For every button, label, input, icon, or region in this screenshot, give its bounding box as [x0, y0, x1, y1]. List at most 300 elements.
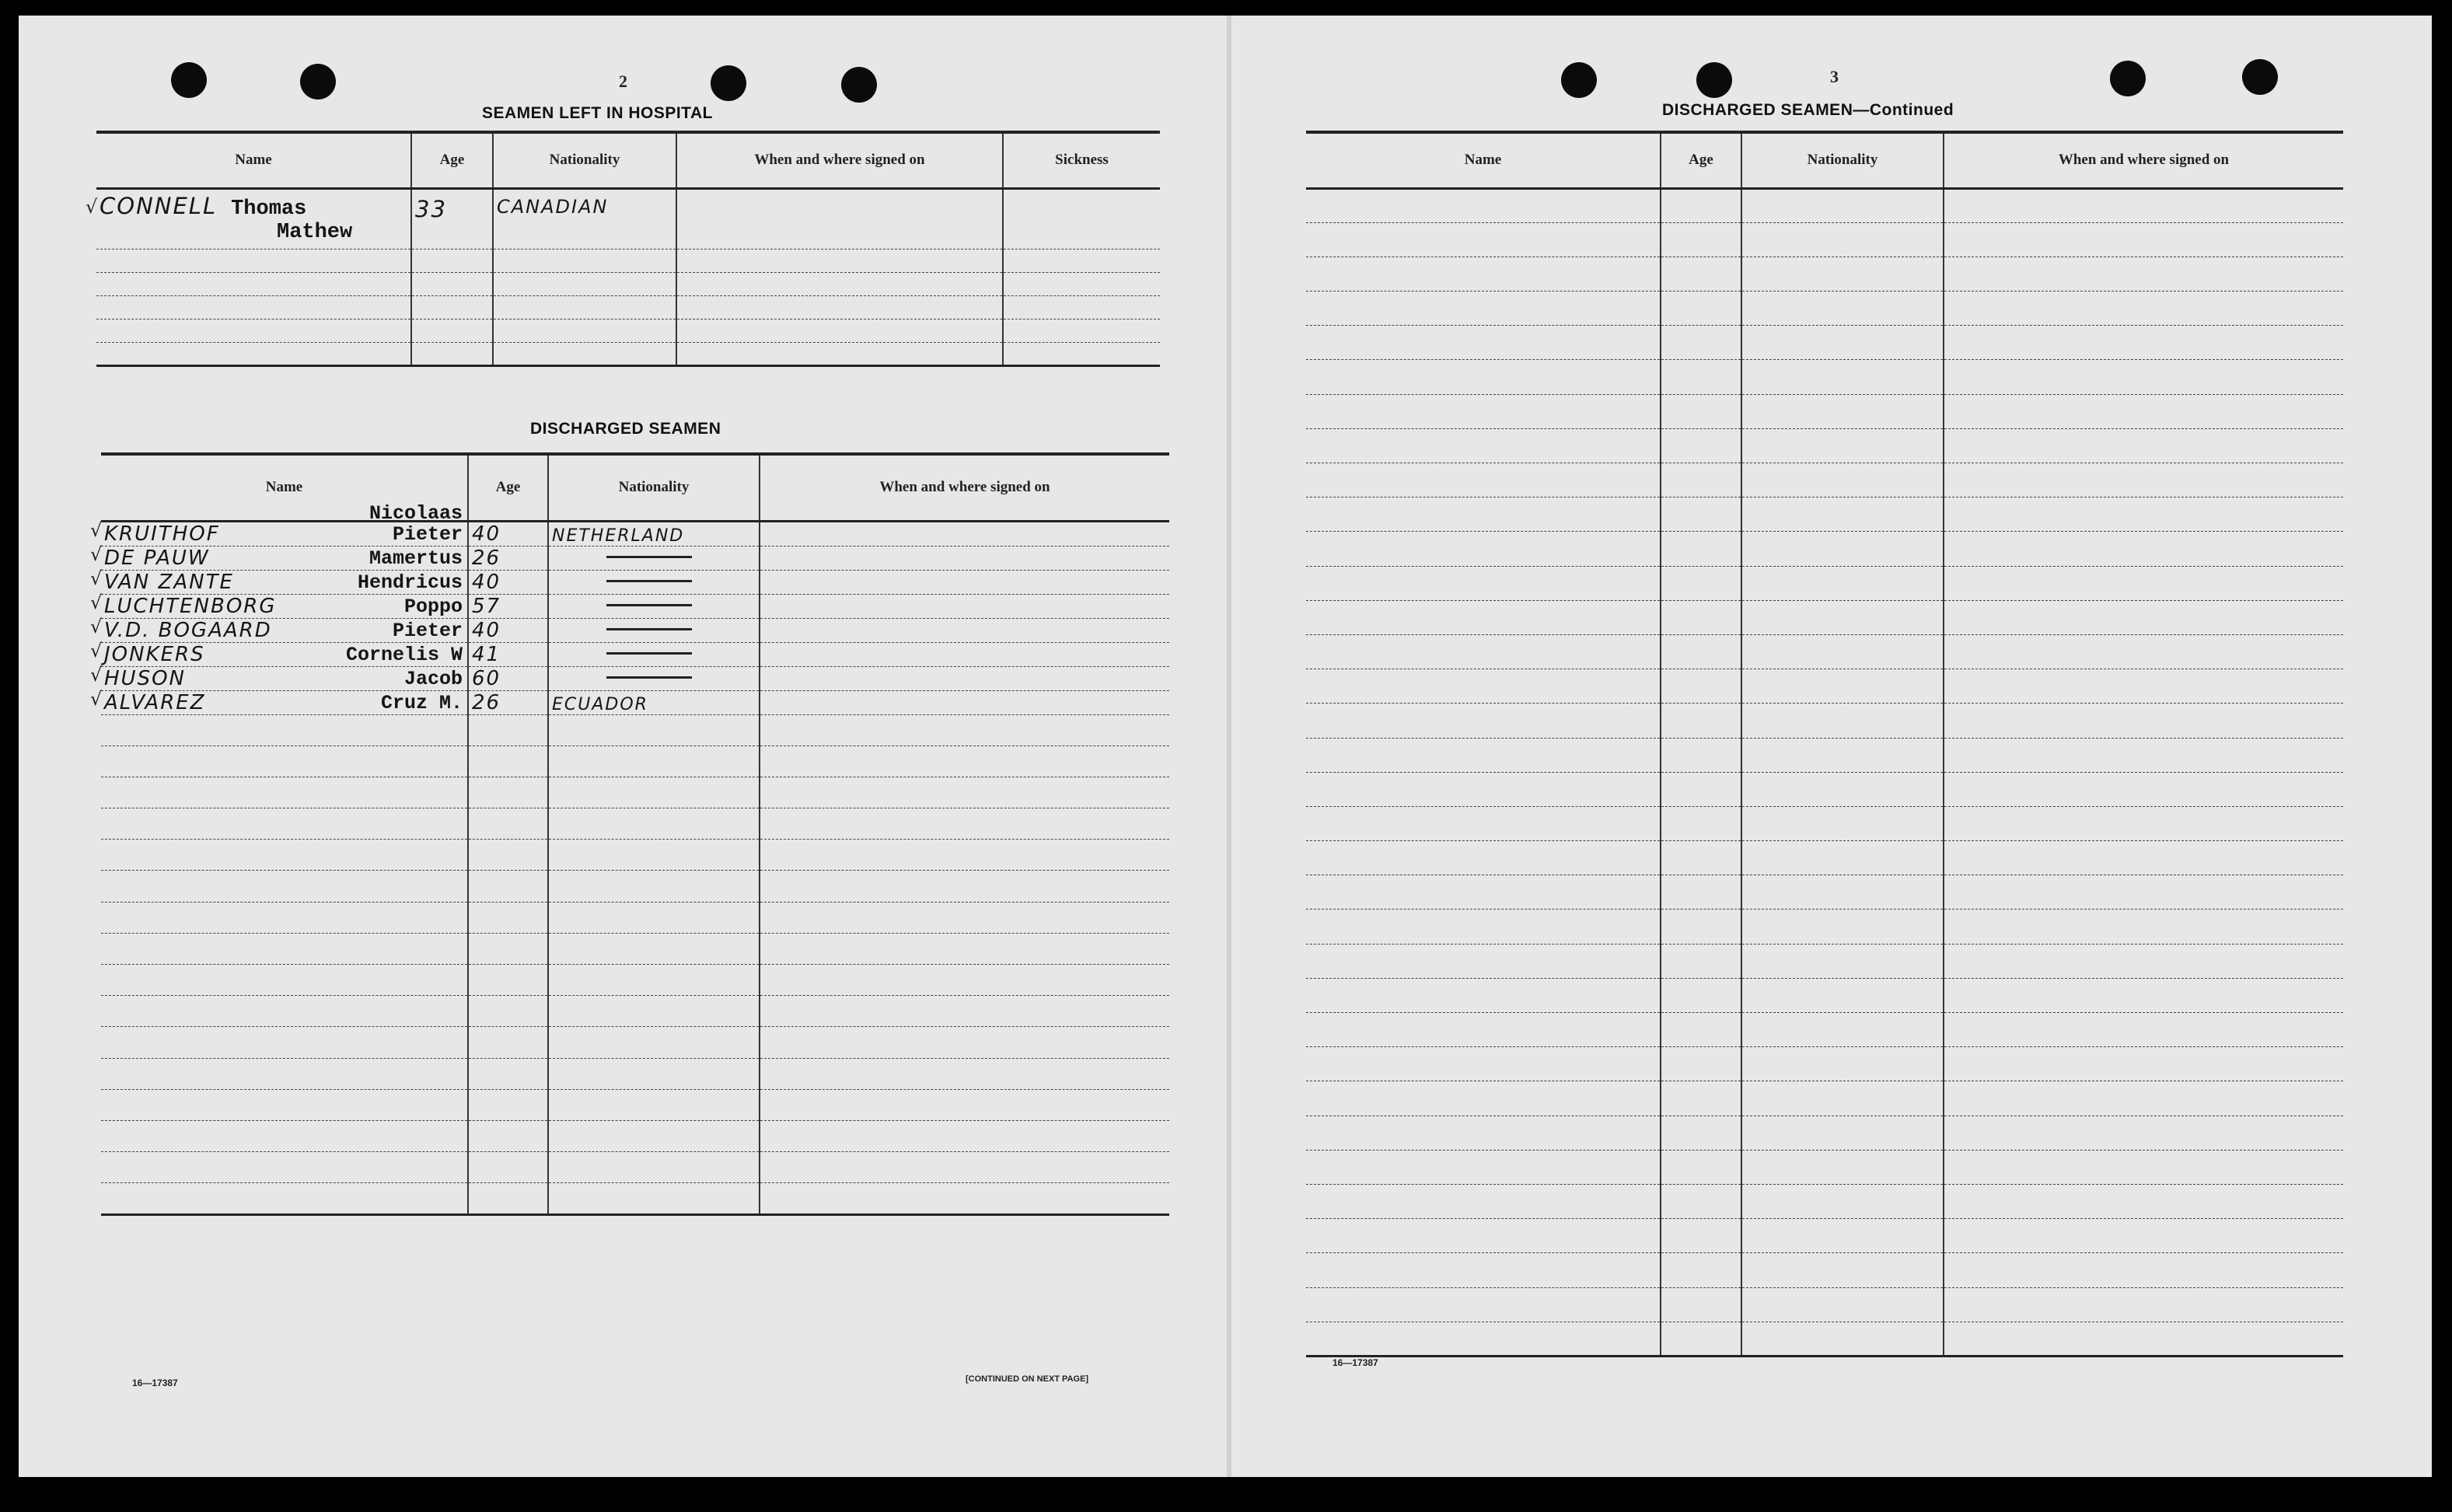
- table-row: [1306, 566, 2343, 600]
- surname: KRUITHOF: [104, 522, 220, 546]
- table-cell: [1741, 498, 1944, 532]
- table-cell: [1741, 978, 1944, 1012]
- table-cell: [760, 521, 1169, 546]
- table-row: [1306, 292, 2343, 326]
- given-name: Jacob: [403, 667, 463, 690]
- age: 26: [472, 690, 501, 714]
- check-mark: √: [90, 567, 103, 589]
- table-row: [101, 666, 1169, 690]
- table-cell: [1741, 257, 1944, 291]
- table-cell: [548, 746, 760, 777]
- table-cell: [90, 615, 468, 642]
- table-cell: [760, 871, 1169, 902]
- table-row: [1306, 1150, 2343, 1184]
- table-cell: [101, 746, 468, 777]
- table-cell: [101, 1089, 468, 1120]
- table-cell: [1003, 342, 1160, 365]
- table-cell: [1741, 841, 1944, 875]
- table-row: [1306, 704, 2343, 738]
- table-cell: [1944, 1184, 2343, 1218]
- table-cell: [760, 618, 1169, 642]
- table-cell: [1741, 1116, 1944, 1150]
- table-cell: [1944, 360, 2343, 394]
- table-cell: [1661, 1287, 1741, 1322]
- table-cell: [1306, 1013, 1661, 1047]
- table-cell: [548, 521, 760, 546]
- table-cell: [468, 871, 548, 902]
- table-row: [1306, 772, 2343, 806]
- ditto-mark: [606, 628, 692, 630]
- table-cell: [1661, 910, 1741, 944]
- table-cell: [101, 1183, 468, 1214]
- table-cell: [1661, 222, 1741, 257]
- table-cell: [1661, 463, 1741, 498]
- table-cell: [1944, 600, 2343, 634]
- table-cell: [493, 342, 676, 365]
- table-row: [1306, 669, 2343, 704]
- table-row: [96, 272, 1160, 295]
- table-cell: [90, 591, 468, 618]
- table-cell: [676, 188, 1003, 249]
- form-number: 16—17387: [1333, 1357, 1378, 1368]
- table-cell: [1741, 188, 1944, 222]
- hospital-section-title: SEAMEN LEFT IN HOSPITAL: [482, 104, 713, 122]
- table-row: [1306, 428, 2343, 463]
- table-cell: [1306, 360, 1661, 394]
- table-row: [1306, 875, 2343, 910]
- punch-hole: [1561, 62, 1597, 98]
- surname: HUSON: [104, 666, 186, 690]
- table-cell: [760, 666, 1169, 690]
- table-cell: [1661, 498, 1741, 532]
- table-cell: [1944, 1253, 2343, 1287]
- table-cell: [1944, 704, 2343, 738]
- table-cell: [101, 933, 468, 964]
- table-cell: [1944, 910, 2343, 944]
- table-cell: [1306, 600, 1661, 634]
- table-cell: [1661, 360, 1741, 394]
- table-cell: [1306, 772, 1661, 806]
- surname: CONNELL: [100, 192, 218, 219]
- table-cell: [1661, 1219, 1741, 1253]
- age: 60: [472, 666, 501, 690]
- table-cell: [468, 808, 548, 840]
- given-name-2: Mathew: [277, 220, 353, 244]
- given-name: Mamertus: [368, 546, 463, 570]
- table-cell: [1944, 669, 2343, 704]
- table-row: [1306, 600, 2343, 634]
- column-header: Sickness: [1003, 132, 1160, 188]
- table-cell: [468, 570, 548, 594]
- given-name-top: Nicolaas: [368, 501, 463, 525]
- table-cell: [1661, 1047, 1741, 1081]
- table-cell: [760, 1058, 1169, 1089]
- table-cell: [1741, 1184, 1944, 1218]
- punch-hole: [2242, 59, 2278, 95]
- table-row: [1306, 1081, 2343, 1116]
- column-header: Name: [96, 132, 411, 188]
- table-cell: [468, 1120, 548, 1151]
- table-cell: [1741, 1287, 1944, 1322]
- column-header: When and where signed on: [676, 132, 1003, 188]
- age: 40: [472, 570, 501, 594]
- table-cell: [548, 1027, 760, 1058]
- table-cell: [760, 808, 1169, 840]
- table-cell: [101, 1027, 468, 1058]
- table-cell: [760, 1183, 1169, 1214]
- right-page: [1231, 16, 2432, 1477]
- table-cell: [1661, 634, 1741, 669]
- table-cell: [90, 501, 468, 546]
- column-header: When and where signed on: [760, 454, 1169, 521]
- table-row: [101, 996, 1169, 1027]
- table-cell: [676, 272, 1003, 295]
- table-cell: [1661, 1081, 1741, 1116]
- table-cell: [1661, 532, 1741, 566]
- table-cell: [1944, 1013, 2343, 1047]
- table-cell: [468, 840, 548, 871]
- table-cell: [760, 1152, 1169, 1183]
- table-cell: [101, 777, 468, 808]
- table-row: [1306, 806, 2343, 840]
- table-cell: [1306, 704, 1661, 738]
- table-cell: [1306, 498, 1661, 532]
- discharged-section-title: DISCHARGED SEAMEN: [530, 420, 721, 438]
- table-cell: [1944, 738, 2343, 772]
- table-row: [1306, 326, 2343, 360]
- check-mark: √: [90, 663, 103, 686]
- table-row: [101, 618, 1169, 642]
- surname: V.D. BOGAARD: [104, 618, 272, 642]
- table-cell: [1741, 1047, 1944, 1081]
- table-cell: [1944, 532, 2343, 566]
- table-cell: [1741, 1322, 1944, 1356]
- table-row: [101, 808, 1169, 840]
- table-cell: [1944, 634, 2343, 669]
- table-row: [101, 594, 1169, 618]
- table-row: [1306, 1013, 2343, 1047]
- table-cell: [548, 1152, 760, 1183]
- table-cell: [1003, 249, 1160, 272]
- table-row: [1306, 841, 2343, 875]
- table-row: [96, 342, 1160, 365]
- table-cell: [548, 871, 760, 902]
- table-cell: [548, 546, 760, 570]
- table-row: [96, 188, 1160, 249]
- table-cell: [90, 663, 468, 690]
- column-header: Nationality: [548, 454, 760, 521]
- table-row: [1306, 1322, 2343, 1356]
- table-cell: [1661, 428, 1741, 463]
- table-cell: [548, 902, 760, 933]
- table-cell: [1944, 1081, 2343, 1116]
- nationality: ECUADOR: [552, 694, 648, 714]
- age: 40: [472, 618, 501, 642]
- ditto-mark: [606, 676, 692, 679]
- table-cell: [468, 1089, 548, 1120]
- table-cell: [468, 690, 548, 714]
- table-cell: [1661, 669, 1741, 704]
- check-mark: √: [90, 519, 103, 541]
- surname: ALVAREZ: [104, 690, 206, 714]
- table-cell: [1944, 1287, 2343, 1322]
- table-cell: [1741, 806, 1944, 840]
- punch-hole: [841, 67, 877, 103]
- table-cell: [1661, 1184, 1741, 1218]
- table-row: [101, 746, 1169, 777]
- table-cell: [548, 1089, 760, 1120]
- table-cell: [1944, 292, 2343, 326]
- ditto-mark: [606, 580, 692, 582]
- table-cell: [676, 249, 1003, 272]
- table-cell: [1661, 875, 1741, 910]
- table-row: [1306, 1184, 2343, 1218]
- table-cell: [548, 996, 760, 1027]
- table-cell: [468, 642, 548, 666]
- table-cell: [493, 188, 676, 249]
- table-cell: [548, 1183, 760, 1214]
- table-cell: [493, 319, 676, 342]
- table-cell: [96, 342, 411, 365]
- surname: DE PAUW: [104, 546, 210, 570]
- table-cell: [1661, 292, 1741, 326]
- table-cell: [1306, 1287, 1661, 1322]
- table-row: [101, 714, 1169, 746]
- age: 41: [472, 642, 501, 666]
- table-cell: [1741, 1013, 1944, 1047]
- table-cell: [411, 342, 493, 365]
- table-cell: [1306, 566, 1661, 600]
- table-cell: [1306, 669, 1661, 704]
- table-cell: [1944, 394, 2343, 428]
- table-cell: [1741, 1150, 1944, 1184]
- table-row: [101, 777, 1169, 808]
- table-cell: [90, 543, 468, 570]
- table-cell: [1741, 910, 1944, 944]
- table-cell: [760, 690, 1169, 714]
- table-cell: [1306, 1184, 1661, 1218]
- table-cell: [1661, 944, 1741, 978]
- table-cell: [1944, 978, 2343, 1012]
- punch-hole: [711, 65, 746, 101]
- table-cell: [1306, 1219, 1661, 1253]
- table-cell: [760, 1120, 1169, 1151]
- table-cell: [1661, 978, 1741, 1012]
- table-cell: [1306, 188, 1661, 222]
- table-cell: [101, 902, 468, 933]
- table-cell: [1944, 1150, 2343, 1184]
- table-cell: [468, 618, 548, 642]
- table-row: [101, 902, 1169, 933]
- punch-hole: [1696, 62, 1732, 98]
- table-cell: [1944, 1322, 2343, 1356]
- table-row: [101, 570, 1169, 594]
- table-cell: [1306, 1150, 1661, 1184]
- table-row: [96, 249, 1160, 272]
- table-cell: [1741, 944, 1944, 978]
- given-name: Thomas: [231, 197, 307, 221]
- table-cell: [468, 965, 548, 996]
- age: 33: [415, 195, 447, 222]
- table-cell: [1741, 634, 1944, 669]
- table-cell: [1741, 222, 1944, 257]
- table-cell: [1661, 566, 1741, 600]
- table-cell: [1661, 841, 1741, 875]
- column-header: Age: [1661, 132, 1741, 188]
- table-cell: [676, 342, 1003, 365]
- table-cell: [760, 840, 1169, 871]
- table-cell: [1944, 806, 2343, 840]
- table-cell: [760, 642, 1169, 666]
- age: 26: [472, 546, 501, 570]
- table-cell: [1741, 532, 1944, 566]
- check-mark: √: [90, 639, 103, 662]
- table-cell: [1661, 1150, 1741, 1184]
- table-cell: [1661, 806, 1741, 840]
- column-header: Nationality: [493, 132, 676, 188]
- table-row: [1306, 1047, 2343, 1081]
- table-cell: [1944, 1047, 2343, 1081]
- table-row: [101, 965, 1169, 996]
- table-row: [1306, 222, 2343, 257]
- column-header: Name: [1306, 132, 1661, 188]
- table-row: [101, 1120, 1169, 1151]
- page-number: 2: [619, 72, 627, 91]
- table-cell: [548, 714, 760, 746]
- table-cell: [1661, 326, 1741, 360]
- continued-note: [CONTINUED ON NEXT PAGE]: [966, 1374, 1089, 1384]
- table-cell: [1306, 428, 1661, 463]
- table-cell: [1661, 394, 1741, 428]
- table-cell: [548, 666, 760, 690]
- ditto-mark: [606, 556, 692, 558]
- table-cell: [548, 594, 760, 618]
- table-cell: [1741, 600, 1944, 634]
- ditto-mark: [606, 604, 692, 606]
- table-row: [1306, 1116, 2343, 1150]
- table-cell: [90, 687, 468, 714]
- table-row: [1306, 1253, 2343, 1287]
- table-cell: [468, 1183, 548, 1214]
- nationality: NETHERLAND: [552, 526, 685, 546]
- table-cell: [1944, 566, 2343, 600]
- table-cell: [1003, 295, 1160, 319]
- table-cell: [1661, 257, 1741, 291]
- table-cell: [1944, 326, 2343, 360]
- check-mark: √: [90, 615, 103, 637]
- table-cell: [468, 746, 548, 777]
- table-cell: [411, 272, 493, 295]
- table-cell: [760, 902, 1169, 933]
- table-cell: [1741, 428, 1944, 463]
- check-mark: √: [90, 687, 103, 710]
- table-row: [1306, 360, 2343, 394]
- table-cell: [1306, 292, 1661, 326]
- table-cell: [548, 965, 760, 996]
- discharged-table: [90, 452, 1169, 1216]
- table-cell: [548, 618, 760, 642]
- table-cell: [1944, 875, 2343, 910]
- table-cell: [1944, 257, 2343, 291]
- table-row: [101, 521, 1169, 546]
- table-cell: [548, 777, 760, 808]
- table-cell: [1306, 634, 1661, 669]
- check-mark: √: [86, 195, 98, 218]
- table-cell: [760, 570, 1169, 594]
- table-cell: [468, 521, 548, 546]
- table-cell: [760, 996, 1169, 1027]
- table-cell: [96, 249, 411, 272]
- table-row: [1306, 463, 2343, 498]
- table-row: [101, 1027, 1169, 1058]
- table-cell: [1306, 222, 1661, 257]
- table-row: [101, 1183, 1169, 1214]
- table-cell: [760, 933, 1169, 964]
- table-row: [1306, 498, 2343, 532]
- table-cell: [468, 933, 548, 964]
- column-header: Name: [101, 454, 468, 521]
- table-cell: [1306, 326, 1661, 360]
- punch-hole: [2110, 61, 2146, 96]
- table-cell: [1741, 1219, 1944, 1253]
- table-cell: [468, 996, 548, 1027]
- table-cell: [1306, 463, 1661, 498]
- table-cell: [101, 808, 468, 840]
- table-cell: [1306, 806, 1661, 840]
- table-cell: [468, 1152, 548, 1183]
- table-cell: [1741, 772, 1944, 806]
- table-cell: [411, 319, 493, 342]
- table-cell: [1306, 944, 1661, 978]
- table-cell: [1944, 188, 2343, 222]
- ditto-mark: [606, 652, 692, 655]
- table-cell: [548, 570, 760, 594]
- table-cell: [1003, 272, 1160, 295]
- column-header: When and where signed on: [1944, 132, 2343, 188]
- table-cell: [1306, 532, 1661, 566]
- table-cell: [548, 690, 760, 714]
- given-name: Pieter: [392, 619, 463, 642]
- table-cell: [760, 965, 1169, 996]
- table-row: [101, 1152, 1169, 1183]
- table-row: [101, 933, 1169, 964]
- table-cell: [1306, 1081, 1661, 1116]
- table-cell: [548, 642, 760, 666]
- table-cell: [1661, 738, 1741, 772]
- table-cell: [1741, 394, 1944, 428]
- table-cell: [90, 639, 468, 666]
- table-row: [1306, 1219, 2343, 1253]
- table-row: [101, 690, 1169, 714]
- table-row: [101, 1089, 1169, 1120]
- table-cell: [760, 746, 1169, 777]
- table-cell: [1741, 704, 1944, 738]
- table-row: [1306, 257, 2343, 291]
- table-cell: [1741, 1253, 1944, 1287]
- table-cell: [760, 594, 1169, 618]
- table-cell: [1944, 222, 2343, 257]
- table-cell: [101, 1120, 468, 1151]
- table-cell: [1661, 1116, 1741, 1150]
- page-number: 3: [1830, 67, 1839, 86]
- left-page: [19, 16, 1228, 1477]
- table-row: [1306, 738, 2343, 772]
- table-cell: [101, 840, 468, 871]
- punch-hole: [171, 62, 207, 98]
- table-row: [101, 840, 1169, 871]
- check-mark: √: [90, 543, 103, 565]
- surname: VAN ZANTE: [104, 570, 234, 594]
